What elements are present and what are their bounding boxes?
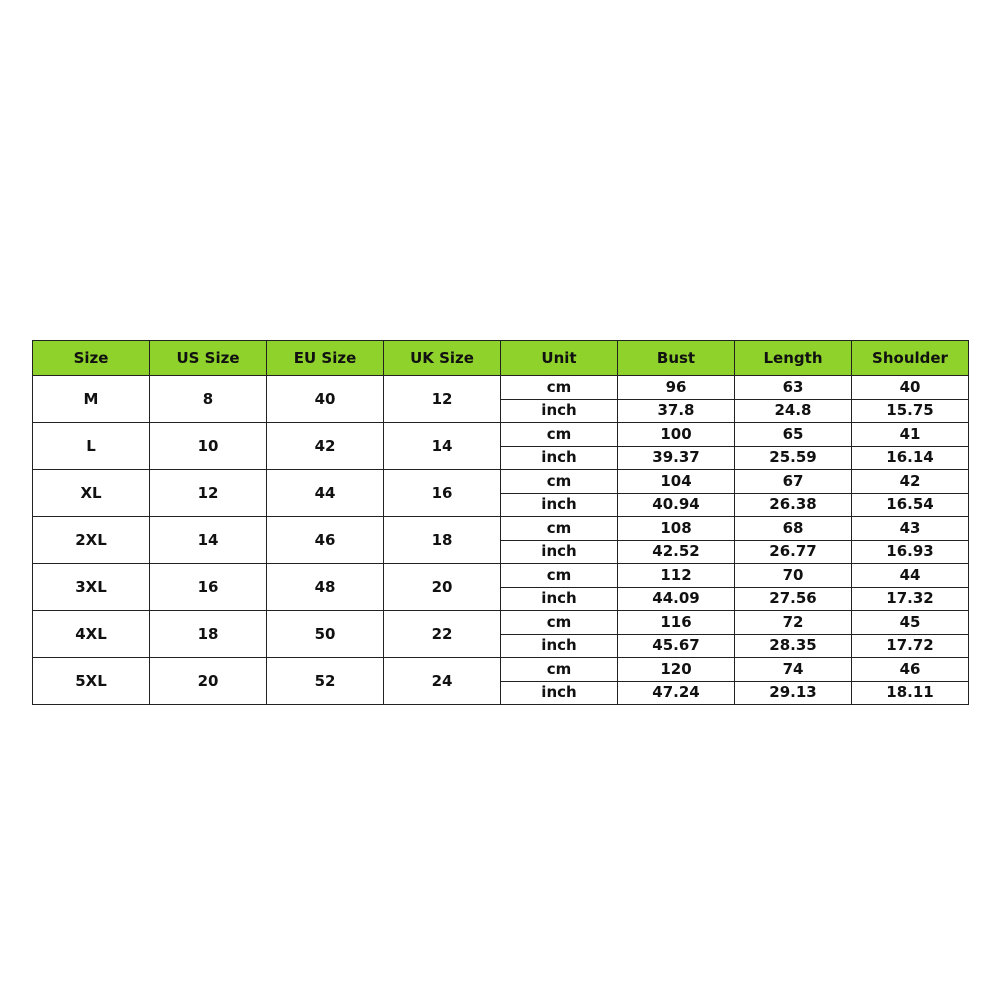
bust-cm-cell: 108: [618, 517, 735, 541]
bust-inch-cell: 44.09: [618, 587, 735, 611]
shoulder-cm-cell: 45: [852, 611, 969, 635]
us-size-cell: 14: [150, 517, 267, 564]
bust-inch-cell: 45.67: [618, 634, 735, 658]
table-row-cm: [33, 517, 969, 541]
table-header: [33, 341, 969, 376]
length-cm-cell: 65: [735, 423, 852, 447]
header-size: Size: [33, 341, 150, 376]
bust-inch-cell: 47.24: [618, 681, 735, 705]
bust-inch-cell: 40.94: [618, 493, 735, 517]
length-cm-cell: 72: [735, 611, 852, 635]
length-inch-cell: 26.38: [735, 493, 852, 517]
shoulder-inch-cell: 17.72: [852, 634, 969, 658]
header-row: [33, 341, 969, 376]
shoulder-inch-cell: 17.32: [852, 587, 969, 611]
size-cell: 2XL: [33, 517, 150, 564]
header-us-size: US Size: [150, 341, 267, 376]
header-bust: Bust: [618, 341, 735, 376]
size-cell: XL: [33, 470, 150, 517]
length-inch-cell: 26.77: [735, 540, 852, 564]
size-cell: 5XL: [33, 658, 150, 705]
length-inch-cell: 29.13: [735, 681, 852, 705]
us-size-cell: 8: [150, 376, 267, 423]
unit-cm-cell: cm: [501, 423, 618, 447]
uk-size-cell: 20: [384, 564, 501, 611]
bust-cm-cell: 96: [618, 376, 735, 400]
length-cm-cell: 70: [735, 564, 852, 588]
eu-size-cell: 52: [267, 658, 384, 705]
length-inch-cell: 28.35: [735, 634, 852, 658]
bust-cm-cell: 112: [618, 564, 735, 588]
bust-inch-cell: 37.8: [618, 399, 735, 423]
size-cell: M: [33, 376, 150, 423]
table-row-cm: [33, 611, 969, 635]
size-cell: 3XL: [33, 564, 150, 611]
uk-size-cell: 22: [384, 611, 501, 658]
bust-cm-cell: 100: [618, 423, 735, 447]
bust-cm-cell: 116: [618, 611, 735, 635]
unit-inch-cell: inch: [501, 634, 618, 658]
header-uk-size: UK Size: [384, 341, 501, 376]
shoulder-inch-cell: 18.11: [852, 681, 969, 705]
shoulder-inch-cell: 16.93: [852, 540, 969, 564]
uk-size-cell: 16: [384, 470, 501, 517]
header-eu-size: EU Size: [267, 341, 384, 376]
shoulder-inch-cell: 16.14: [852, 446, 969, 470]
us-size-cell: 16: [150, 564, 267, 611]
unit-inch-cell: inch: [501, 493, 618, 517]
us-size-cell: 20: [150, 658, 267, 705]
shoulder-inch-cell: 16.54: [852, 493, 969, 517]
shoulder-cm-cell: 40: [852, 376, 969, 400]
size-chart-table: [32, 340, 969, 705]
header-shoulder: Shoulder: [852, 341, 969, 376]
bust-inch-cell: 39.37: [618, 446, 735, 470]
size-cell: L: [33, 423, 150, 470]
bust-cm-cell: 104: [618, 470, 735, 494]
bust-inch-cell: 42.52: [618, 540, 735, 564]
length-inch-cell: 24.8: [735, 399, 852, 423]
shoulder-inch-cell: 15.75: [852, 399, 969, 423]
table-row-cm: [33, 470, 969, 494]
shoulder-cm-cell: 43: [852, 517, 969, 541]
unit-inch-cell: inch: [501, 446, 618, 470]
shoulder-cm-cell: 41: [852, 423, 969, 447]
unit-cm-cell: cm: [501, 517, 618, 541]
table-row-cm: [33, 423, 969, 447]
bust-cm-cell: 120: [618, 658, 735, 682]
uk-size-cell: 24: [384, 658, 501, 705]
length-cm-cell: 67: [735, 470, 852, 494]
shoulder-cm-cell: 44: [852, 564, 969, 588]
unit-inch-cell: inch: [501, 399, 618, 423]
uk-size-cell: 14: [384, 423, 501, 470]
unit-inch-cell: inch: [501, 540, 618, 564]
header-unit: Unit: [501, 341, 618, 376]
shoulder-cm-cell: 42: [852, 470, 969, 494]
length-inch-cell: 27.56: [735, 587, 852, 611]
length-inch-cell: 25.59: [735, 446, 852, 470]
us-size-cell: 18: [150, 611, 267, 658]
eu-size-cell: 44: [267, 470, 384, 517]
eu-size-cell: 50: [267, 611, 384, 658]
eu-size-cell: 46: [267, 517, 384, 564]
unit-cm-cell: cm: [501, 658, 618, 682]
length-cm-cell: 74: [735, 658, 852, 682]
unit-inch-cell: inch: [501, 681, 618, 705]
table-row-cm: [33, 658, 969, 682]
eu-size-cell: 48: [267, 564, 384, 611]
us-size-cell: 10: [150, 423, 267, 470]
shoulder-cm-cell: 46: [852, 658, 969, 682]
uk-size-cell: 12: [384, 376, 501, 423]
uk-size-cell: 18: [384, 517, 501, 564]
eu-size-cell: 42: [267, 423, 384, 470]
unit-inch-cell: inch: [501, 587, 618, 611]
header-length: Length: [735, 341, 852, 376]
table-row-cm: [33, 564, 969, 588]
unit-cm-cell: cm: [501, 376, 618, 400]
unit-cm-cell: cm: [501, 470, 618, 494]
eu-size-cell: 40: [267, 376, 384, 423]
unit-cm-cell: cm: [501, 611, 618, 635]
us-size-cell: 12: [150, 470, 267, 517]
table-row-cm: [33, 376, 969, 400]
length-cm-cell: 68: [735, 517, 852, 541]
unit-cm-cell: cm: [501, 564, 618, 588]
size-cell: 4XL: [33, 611, 150, 658]
length-cm-cell: 63: [735, 376, 852, 400]
table-body: [33, 376, 969, 705]
